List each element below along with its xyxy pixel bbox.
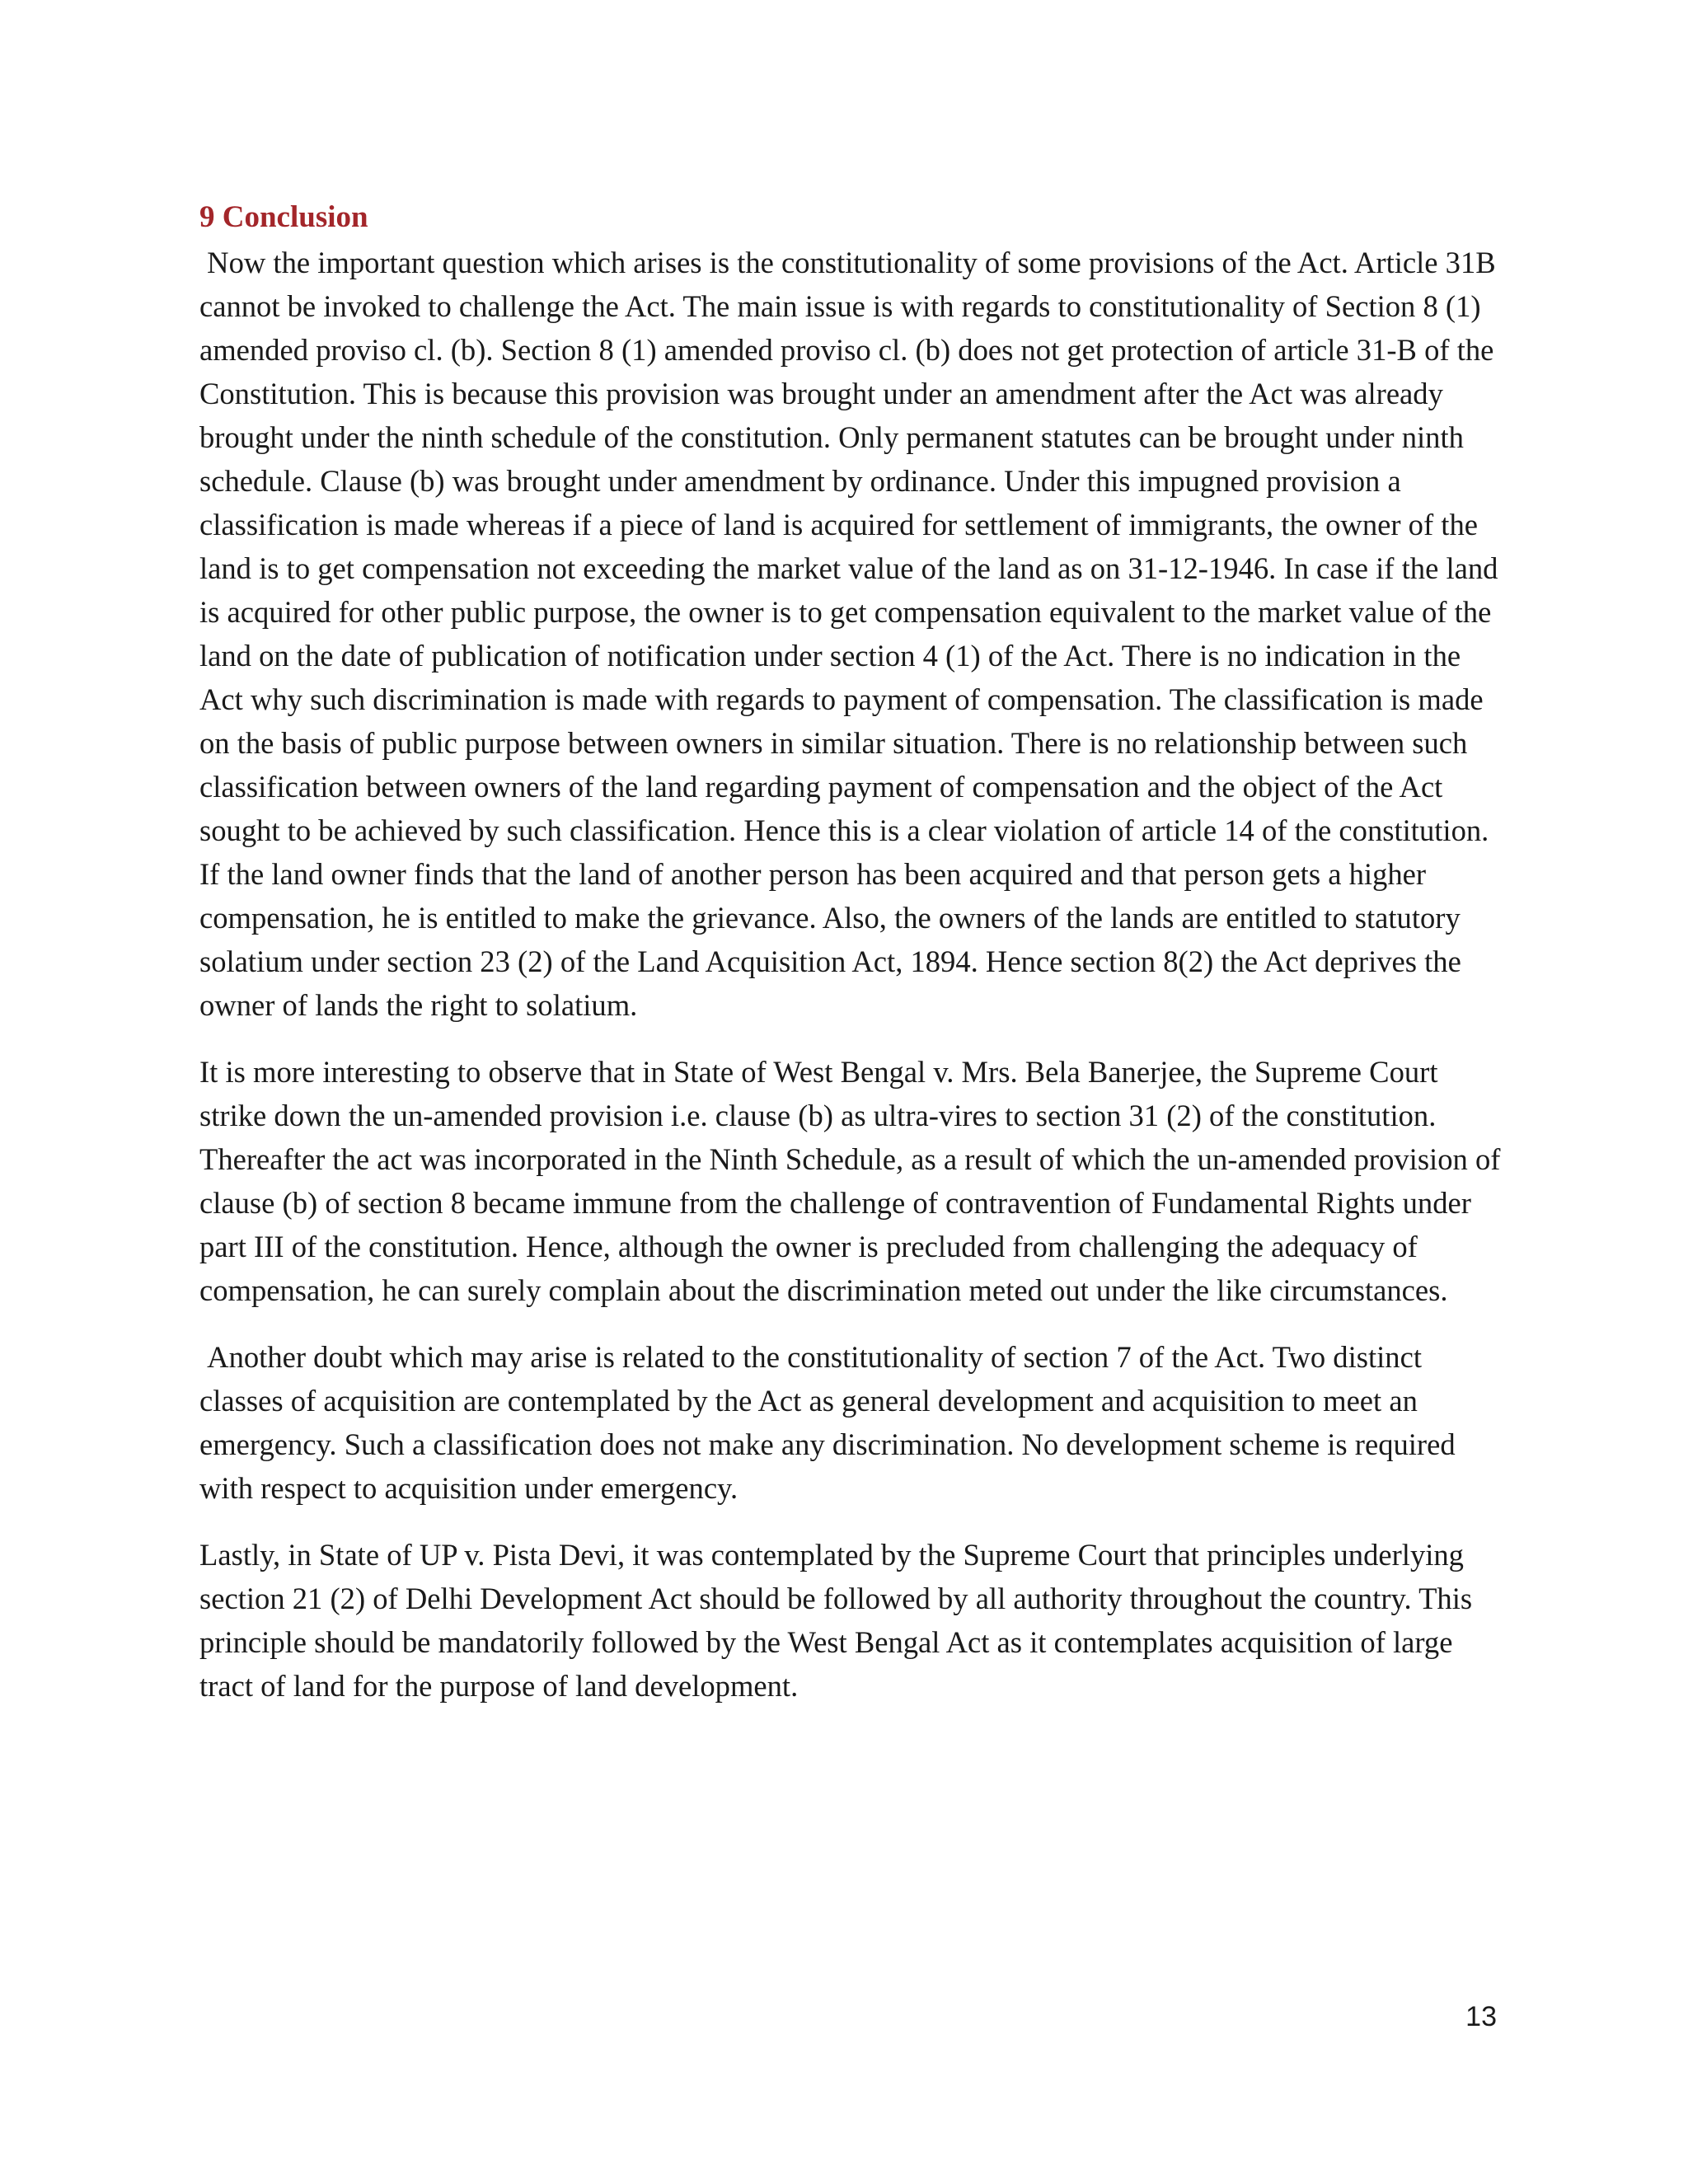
document-body (199, 196, 1508, 1731)
paragraph-4: Lastly, in State of UP v. Pista Devi, it was contemplated by the Supreme Court that principles underlying section 21 (2) of Delhi Development Act should be followed by all authority throughout the country. This principle should be mandatorily followed by the West Bengal Act as it contemplates acquisition of large tract of land for the purpose of land development. (199, 1538, 1480, 1703)
paragraph-3: Another doubt which may arise is related to the constitutionality of section 7 of the Act. Two distinct classes of acquisition are contemplated by the Act as general development and acquisition to meet an emergency. Such a classification does not make any discrimination. No development scheme is required with respect to acquisition under emergency. (199, 1340, 1463, 1505)
page-number: 13 (1465, 2001, 1497, 2032)
paragraph-2: It is more interesting to observe that in State of West Bengal v. Mrs. Bela Banerjee, the Supreme Court strike down the un-amended provision i.e. clause (b) as ultra-vires to section 31 (2) of the constitution. Thereafter the act was incorporated in the Ninth Schedule, as a result of which the un-amended provision of clause (b) of section 8 became immune from the challenge of contravention of Fundamental Rights under part III of the constitution. Hence, although the owner is precluded from challenging the adequacy of compensation, he can surely complain about the discrimination meted out under the like circumstances. (199, 1055, 1508, 1307)
section-heading: 9 Conclusion (199, 200, 368, 234)
paragraph-1: Now the important question which arises is the constitutionality of some provisions of the Act. Article 31B cannot be invoked to challenge the Act. The main issue is with regards to constitutionality of Section 8 (1) amended proviso cl. (b). Section 8 (1) amended proviso cl. (b) does not get protection of article 31-B of the Constitution. This is because this provision was brought under an amendment after the Act was already brought under the ninth schedule of the constitution. Only permanent statutes can be brought under ninth schedule. Clause (b) was brought under amendment by ordinance. Under this impugned provision a classification is made whereas if a piece of land is acquired for settlement of immigrants, the owner of the land is to get compensation not exceeding the market value of the land as on 31-12-1946. In case if the land is acquired for other public purpose, the owner is to get compensation equivalent to the market value of the land on the date of publication of notification under section 4 (1) of the Act. There is no indication in the Act why such discrimination is made with regards to payment of compensation. The classification is made on the basis of public purpose between owners in similar situation. There is no relationship between such classification between owners of the land regarding payment of compensation and the object of the Act sought to be achieved by such classification. Hence this is a clear violation of article 14 of the constitution. If the land owner finds that the land of another person has been acquired and that person gets a higher compensation, he is entitled to make the grievance. Also, the owners of the lands are entitled to statutory solatium under section 23 (2) of the Land Acquisition Act, 1894. Hence section 8(2) the Act deprives the owner of lands the right to solatium. (199, 246, 1506, 1022)
